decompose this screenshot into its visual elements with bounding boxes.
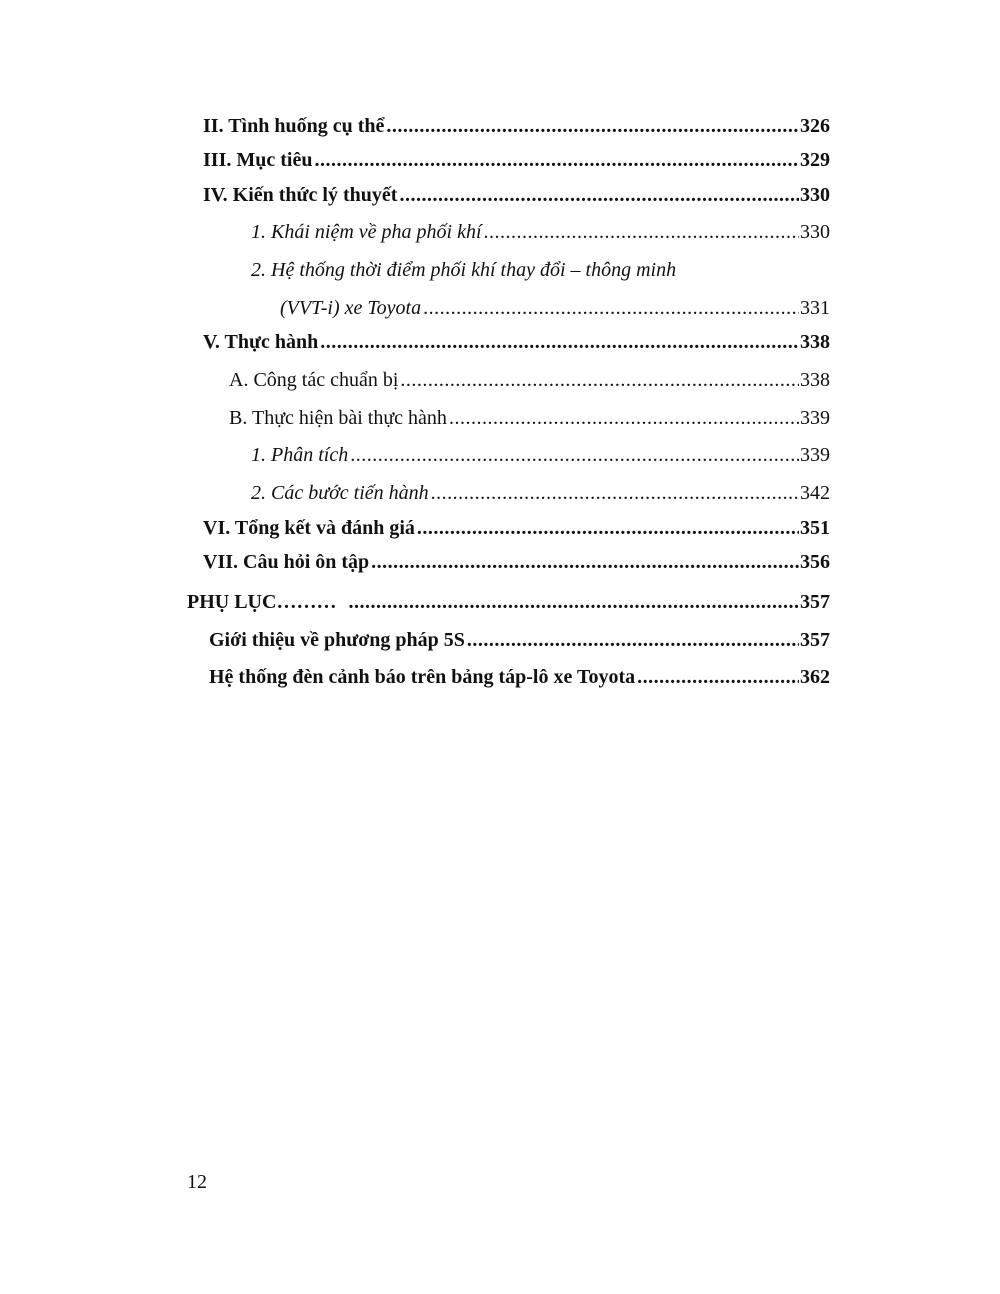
toc-entry-page: 339 [800,444,830,466]
toc-entry-label: VII. Câu hỏi ôn tập [203,551,370,573]
toc-entry-tinh-huong [203,111,830,141]
dot-leader [314,145,799,175]
toc-entry-muc-tieu [203,145,830,175]
toc-entry-label: VI. Tổng kết và đánh giá [203,517,415,539]
dot-leader [449,403,799,433]
toc-entry-label: 1. Khái niệm về pha phối khí [251,221,482,243]
dot-leader [637,662,799,692]
toc-entry-page: 339 [800,407,830,429]
toc-entry-vvti [280,293,830,323]
toc-entry-label: 2. Các bước tiến hành [251,482,429,504]
dot-leader [350,440,799,470]
toc-entry-page: 330 [800,184,830,206]
toc-entry-page: 329 [800,149,830,171]
toc-entry-kien-thuc [203,180,830,210]
toc-entry-phuong-phap-5s [209,625,830,655]
dot-leader [417,513,799,543]
toc-entry-label: PHỤ LỤC……… [187,591,337,613]
toc-entry-page: 351 [800,517,830,539]
toc-entry-label: III. Mục tiêu [203,149,313,171]
toc-entry-chuan-bi [229,365,830,395]
toc-entry-label: Giới thiệu về phương pháp 5S [209,629,465,651]
toc-entry-page: 356 [800,551,830,573]
toc-entry-label: B. Thực hiện bài thực hành [229,407,447,429]
toc-entry-tong-ket [203,513,830,543]
toc-entry-page: 331 [800,297,830,319]
toc-entry-cac-buoc [251,478,830,508]
toc-entry-khai-niem [251,217,830,247]
toc-entry-cau-hoi [203,547,830,577]
dot-leader [400,365,799,395]
toc-entry-page: 338 [800,369,830,391]
toc-entry-page: 357 [800,629,830,651]
dot-leader [371,547,799,577]
toc-entry-label: II. Tình huống cụ thể [203,115,385,137]
toc-entry-thuc-hanh [203,327,830,357]
dot-leader [320,327,799,357]
toc-entry-label: 1. Phân tích [251,444,349,466]
toc-entry-page: 342 [800,482,830,504]
toc-entry-label: V. Thực hành [203,331,319,353]
toc-entry-page: 362 [800,666,830,688]
page-number: 12 [187,1171,207,1193]
toc-entry-vvti-line1: 2. Hệ thống thời điểm phối khí thay đổi – thông minh [251,259,677,281]
toc-entry-thuc-hien [229,403,830,433]
toc-entry-page: 326 [800,115,830,137]
toc-entry-page: 338 [800,331,830,353]
dot-leader [431,478,799,508]
toc-entry-page: 330 [800,221,830,243]
toc-entry-label: (VVT-i) xe Toyota [280,297,422,319]
dot-leader [423,293,799,323]
dot-leader [399,180,799,210]
dot-leader [338,587,799,617]
toc-entry-phan-tich [251,440,830,470]
dot-leader [484,217,799,247]
toc-entry-label: Hệ thống đèn cảnh báo trên bảng táp-lô xe Toyota [209,666,636,688]
dot-leader [386,111,799,141]
toc-entry-den-canh-bao [209,662,830,692]
toc-entry-label: A. Công tác chuẩn bị [229,369,399,391]
toc-entry-phu-luc [187,587,830,617]
toc-entry-label: IV. Kiến thức lý thuyết [203,184,398,206]
toc-entry-page: 357 [800,591,830,613]
dot-leader [467,625,799,655]
